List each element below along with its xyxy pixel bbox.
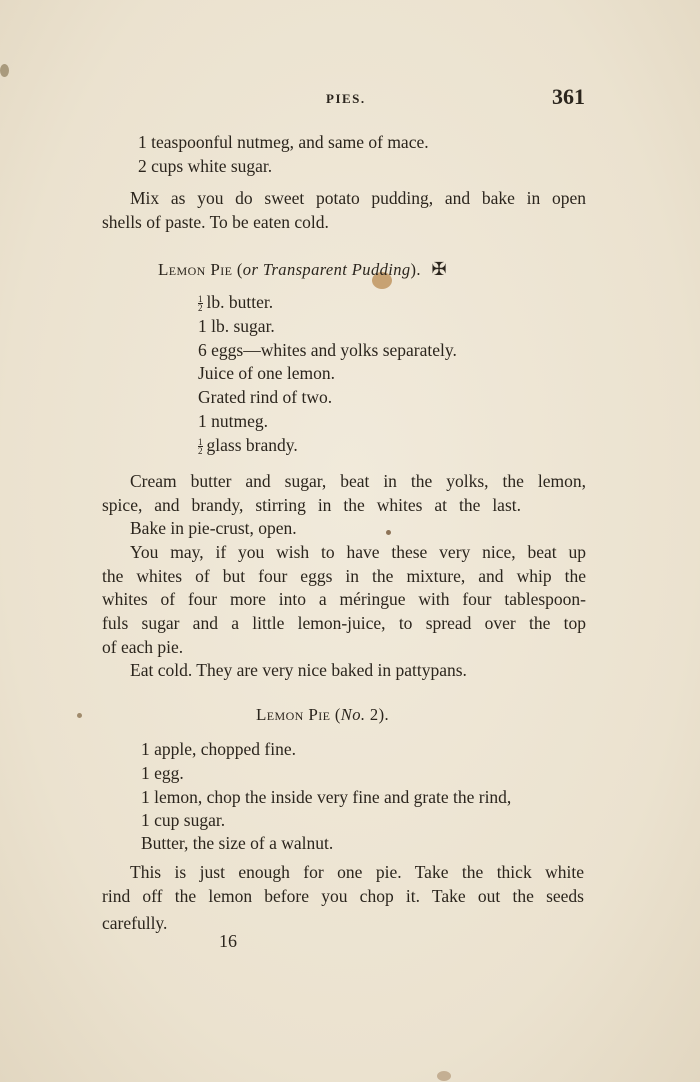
ingredient-line: 1 cup sugar. (141, 810, 226, 830)
maltese-cross-icon: ✠ (431, 259, 447, 279)
paren-close: ). (378, 705, 389, 724)
paragraph-line: rind off the lemon before you chop it. Take out the seeds (102, 886, 584, 906)
recipe-number-label: No. (340, 705, 366, 724)
recipe-title-main: Lemon Pie (158, 260, 233, 279)
ingredient-line: 1 teaspoonful nutmeg, and same of mace. (138, 132, 429, 152)
paren-open: ( (236, 260, 243, 279)
ingredient-line: $\frac{1}{2}$ lb. butter. (198, 292, 274, 314)
recipe-subtitle: Transparent Pudding (262, 260, 411, 279)
ingredient-line: 1 egg. (141, 763, 184, 783)
ingredient-line: Juice of one lemon. (198, 363, 336, 383)
ingredient-line: $\frac{1}{2}$ glass brandy. (198, 435, 298, 457)
ingredient-line: 1 lemon, chop the inside very fine and grate the rind, (141, 787, 512, 807)
ingredient-line: 2 cups white sugar. (138, 156, 273, 176)
recipe-title-lemon-pie (158, 259, 447, 280)
page-number: 361 (552, 84, 585, 109)
paragraph-line: Eat cold. They are very nice baked in pattypans. (130, 660, 467, 680)
ingredient-line: 6 eggs—whites and yolks separately. (198, 340, 457, 360)
recipe-title-main: Lemon Pie (256, 705, 331, 724)
ingredient-line: Butter, the size of a walnut. (141, 833, 334, 853)
paren-word: or (242, 260, 259, 279)
running-head: PIES. (326, 91, 366, 106)
signature-mark: 16 (219, 931, 237, 951)
paragraph-line: carefully. (102, 913, 168, 933)
paragraph-line: Mix as you do sweet potato pudding, and bake in open (130, 188, 586, 208)
ingredient-line: 1 apple, chopped fine. (141, 739, 297, 759)
paragraph-line: You may, if you wish to have these very nice, beat up (130, 542, 586, 562)
paragraph-line: spice, and brandy, stirring in the whites at the last. (102, 495, 521, 515)
paragraph-line: shells of paste. To be eaten cold. (102, 212, 329, 232)
foxing-spot (0, 64, 9, 77)
foxing-spot (437, 1071, 451, 1081)
fraction-half: $\frac{1}{2}$ (198, 294, 203, 314)
paragraph-line: the whites of but four eggs in the mixture, and whip the (102, 566, 586, 586)
paragraph-line: whites of four more into a méringue with four tablespoon- (102, 589, 586, 609)
paragraph-line: fuls sugar and a little lemon-juice, to spread over the top (102, 613, 586, 633)
paren-open: ( (334, 705, 341, 724)
ingredient-line: 1 nutmeg. (198, 411, 268, 431)
paragraph-line: Cream butter and sugar, beat in the yolks, the lemon, (130, 471, 586, 491)
fraction-half: $\frac{1}{2}$ (198, 437, 203, 457)
paragraph-line: Bake in pie-crust, open. (130, 518, 297, 538)
foxing-spot (77, 713, 82, 718)
foxing-spot (386, 530, 391, 535)
recipe-number: 2 (369, 705, 379, 724)
paragraph-line: of each pie. (102, 637, 184, 657)
recipe-title-lemon-pie-2 (256, 705, 389, 725)
paragraph-line: This is just enough for one pie. Take the thick white (130, 862, 584, 882)
ingredient-line: 1 lb. sugar. (198, 316, 275, 336)
ingredient-line: Grated rind of two. (198, 387, 333, 407)
paren-close: ). (410, 260, 421, 279)
